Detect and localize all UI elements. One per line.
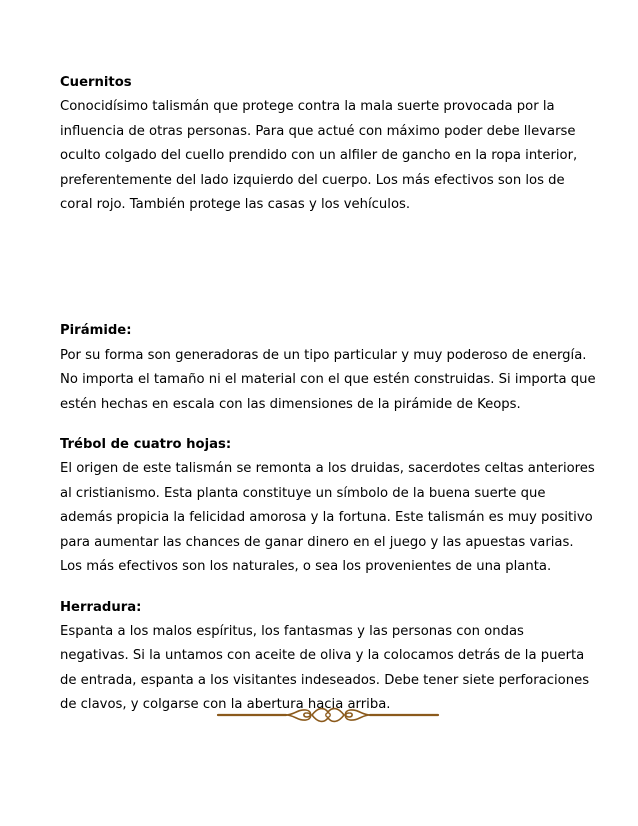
paragraph-line: para aumentar las chances de ganar dinero en el juego y las apuestas varias. (60, 534, 574, 550)
paragraph-line: Los más efectivos son los naturales, o sea los provenientes de una planta. (60, 559, 552, 575)
paragraph-line: de entrada, espanta a los visitantes indeseados. Debe tener siete perforaciones (60, 672, 590, 688)
section-heading: Pirámide: (60, 323, 132, 339)
paragraph-line: además propicia la felicidad amorosa y la fortuna. Este talismán es muy positivo (60, 510, 593, 526)
paragraph-line: influencia de otras personas. Para que actué con máximo poder debe llevarse (60, 123, 576, 139)
paragraph-line: Espanta a los malos espíritus, los fantasmas y las personas con ondas (60, 623, 524, 639)
paragraph-line: negativas. Si la untamos con aceite de oliva y la colocamos detrás de la puerta (60, 648, 585, 664)
paragraph-line: Por su forma son generadoras de un tipo particular y muy poderoso de energía. (60, 347, 587, 363)
paragraph-line: Conocidísimo talismán que protege contra la mala suerte provocada por la (60, 99, 555, 115)
paragraph-line: No importa el tamaño ni el material con el que estén construidas. Si importa que (60, 372, 596, 388)
paragraph-line: de clavos, y colgarse con la abertura hacia arriba. (60, 697, 391, 713)
paragraph-line: oculto colgado del cuello prendido con un alfiler de gancho en la ropa interior, (60, 148, 578, 164)
spacer (60, 580, 590, 596)
paragraph-line: al cristianismo. Esta planta constituye un símbolo de la buena suerte que (60, 485, 546, 501)
decorative-divider-icon (216, 704, 440, 726)
section-trebol (60, 433, 595, 579)
section-heading: Trébol de cuatro hojas: (60, 437, 232, 453)
section-herradura (60, 596, 590, 718)
paragraph-line: estén hechas en escala con las dimensiones de la pirámide de Keops. (60, 396, 521, 412)
section-piramide (60, 319, 596, 417)
section-heading: Herradura: (60, 599, 142, 615)
paragraph-line: El origen de este talismán se remonta a los druidas, sacerdotes celtas anteriores (60, 461, 595, 477)
document-body (60, 71, 596, 718)
section-cuernitos (60, 71, 590, 217)
paragraph-line: coral rojo. También protege las casas y los vehículos. (60, 197, 411, 213)
spacer (60, 417, 590, 433)
section-heading: Cuernitos (60, 75, 132, 90)
spacer (60, 217, 590, 319)
paragraph-line: preferentemente del lado izquierdo del cuerpo. Los más efectivos son los de (60, 172, 565, 188)
